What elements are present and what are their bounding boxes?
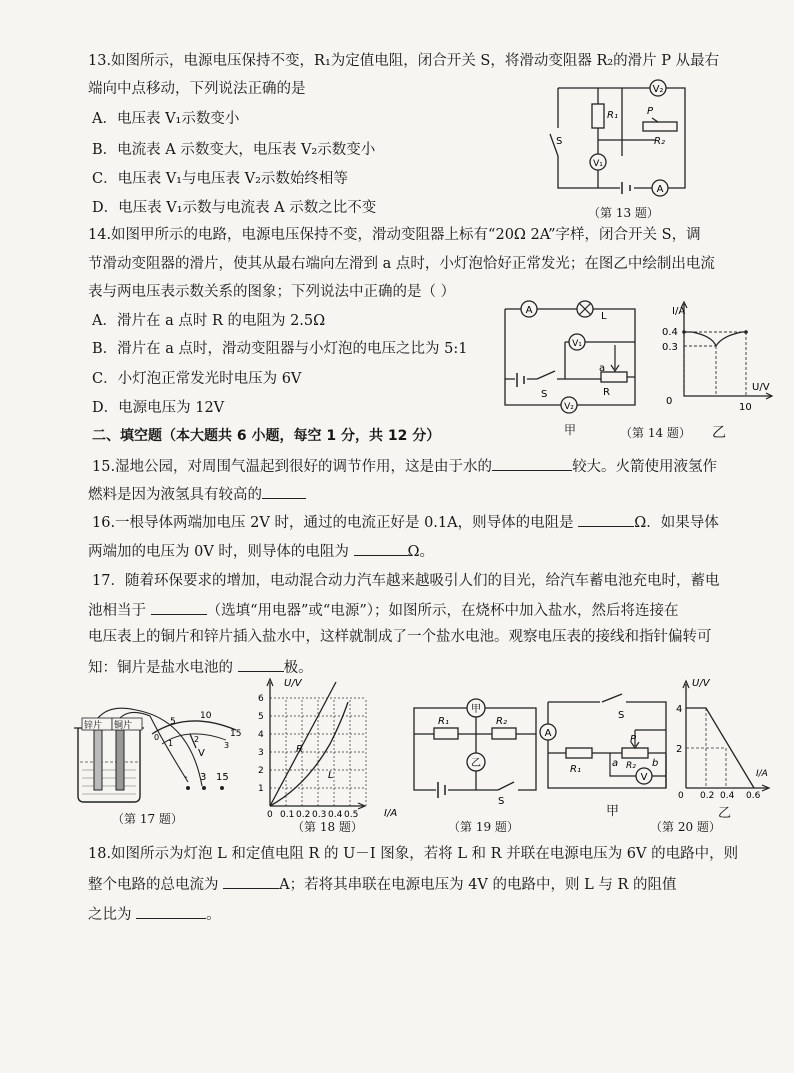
q13-label-v2: V₂ <box>652 84 664 95</box>
q18-ytick: 1 <box>258 784 264 794</box>
q17-label-v: V <box>198 748 205 759</box>
q14-graph-y2: 0.3 <box>662 342 678 353</box>
q17-line4: 知：铜片是盐水电池的 极。 <box>88 657 313 677</box>
q17-blank-2[interactable] <box>238 657 284 672</box>
q13-option-d: D．电压表 V₁示数与电流表 A 示数之比不变 <box>92 200 377 216</box>
q18-xtick: 0 <box>267 810 273 820</box>
q14-graph <box>652 300 782 420</box>
q18-ytick: 3 <box>258 748 264 758</box>
q14-line3: 表与两电压表示数关系的图象；下列说法中正确的是（ ） <box>88 284 456 300</box>
q14-graph-x10: 10 <box>739 402 752 413</box>
q20-label-r2: R₂ <box>626 761 636 771</box>
q14-jia: 甲 <box>564 423 577 437</box>
q20-graph-x04: 0.4 <box>720 791 735 801</box>
q17-scale-10: 10 <box>200 711 212 721</box>
q14-option-a: A．滑片在 a 点时 R 的电阻为 2.5Ω <box>92 313 326 329</box>
q14-caption: （第 14 题） <box>620 426 691 440</box>
q17-figure <box>70 700 250 808</box>
q20-circuit <box>540 690 675 802</box>
q15-blank-2[interactable] <box>262 484 306 499</box>
q19-label-s: S <box>498 796 505 807</box>
q16-blank-2[interactable] <box>354 541 408 556</box>
q18-curve-r: R <box>296 744 303 755</box>
q20-label-r1: R₁ <box>570 764 581 775</box>
q14-graph-y1: 0.4 <box>662 327 678 338</box>
q14-line2: 节滑动变阻器的滑片，使其从最右端向左滑到 a 点时，小灯泡恰好正常发光；在图乙中绘制出电流 <box>88 256 715 272</box>
q14-label-s: S <box>541 389 548 400</box>
q17-blank-1[interactable] <box>151 600 207 615</box>
q20-label-pa: a <box>612 758 619 769</box>
q18-xtick: 0.3 <box>312 810 327 820</box>
q17-label-zinc: 锌片 <box>84 721 103 731</box>
q15-line2: 燃料是因为液氢具有较高的 <box>88 484 306 504</box>
q20-graph-y2: 2 <box>676 744 683 755</box>
q14-label-l: L <box>601 311 607 322</box>
q14-label-pa: a <box>599 363 606 374</box>
section-fill-in-title: 二、填空题（本大题共 6 小题，每空 1 分，共 12 分） <box>92 428 441 444</box>
q16-line2: 两端加的电压为 0V 时，则导体的电阻为 Ω。 <box>88 541 434 561</box>
q20-graph-x06: 0.6 <box>746 791 761 801</box>
q17-scale-5: 5 <box>170 717 176 727</box>
q14-yi: 乙 <box>712 425 726 441</box>
q14-graph-origin: 0 <box>666 396 673 407</box>
q17-line1: 17．随着环保要求的增加，电动混合动力汽车越来越吸引人们的目光，给汽车蓄电池充电时，蓄电 <box>92 573 720 589</box>
q13-option-c: C．电压表 V₁与电压表 V₂示数始终相等 <box>92 171 348 187</box>
q18-line3: 之比为 。 <box>88 904 221 924</box>
q14-label-v2: V₂ <box>564 402 574 412</box>
q17-line2: 池相当于 （选填“用电器”或“电源”）；如图所示，在烧杯中加入盐水，然后将连接在 <box>88 600 679 620</box>
q17-scale-0: 0 <box>154 733 160 742</box>
q17-scale-15: 15 <box>230 729 242 739</box>
q17-label-15: 15 <box>216 772 229 783</box>
q13-caption: （第 13 题） <box>588 206 659 220</box>
q20-graph-ylabel: U/V <box>692 678 710 689</box>
q18-line2: 整个电路的总电流为 A；若将其串联在电源电压为 4V 的电路中，则 L 与 R 的阻值 <box>88 874 676 894</box>
q13-circuit <box>540 78 700 203</box>
q20-graph-origin: 0 <box>678 791 684 801</box>
q19-label-r2: R₂ <box>496 716 507 727</box>
q17-label-minus: - <box>184 772 188 783</box>
q14-label-v1: V₁ <box>572 339 582 349</box>
q14-option-c: C．小灯泡正常发光时电压为 6V <box>92 371 302 387</box>
q13-line2: 端向中点移动，下列说法正确的是 <box>88 81 306 97</box>
q19-label-jia: 甲 <box>471 704 481 715</box>
q18-ylabel: U/V <box>284 678 302 689</box>
q16-blank-1[interactable] <box>578 512 634 527</box>
q19-label-yi: 乙 <box>471 758 481 769</box>
q14-graph-ylabel: I/A <box>672 306 686 317</box>
q15-line1: 15.湿地公园，对周围气温起到很好的调节作用，这是由于水的 较大。火箭使用液氢作 <box>92 456 717 476</box>
q14-graph-xlabel: U/V <box>752 382 770 393</box>
q18-ytick: 2 <box>258 766 264 776</box>
q16-line1: 16.一根导体两端加电压 2V 时，通过的电流正好是 0.1A，则导体的电阻是 Ω．如果导体 <box>92 512 719 532</box>
q13-label-r2: R₂ <box>654 136 665 147</box>
q18-xtick: 0.4 <box>328 810 343 820</box>
q13-label-r1: R₁ <box>607 110 618 121</box>
q20-graph-x02: 0.2 <box>700 791 715 801</box>
q20-yi: 乙 <box>718 806 732 821</box>
q19-caption: （第 19 题） <box>448 820 519 834</box>
q17-scale-2: 2 <box>194 735 200 744</box>
q18-xtick: 0.5 <box>344 810 359 820</box>
q20-label-a: A <box>544 728 552 739</box>
q18-line1: 18.如图所示为灯泡 L 和定值电阻 R 的 U－I 图象，若将 L 和 R 并联在电源电压为 6V 的电路中，则 <box>88 846 739 862</box>
q14-label-a: A <box>525 305 533 316</box>
q14-option-b: B．滑片在 a 点时，滑动变阻器与小灯泡的电压之比为 5:1 <box>92 341 468 357</box>
q17-caption: （第 17 题） <box>112 812 183 826</box>
q20-graph <box>676 676 776 806</box>
q13-label-a: A <box>656 184 664 195</box>
q20-label-p: P <box>630 734 637 745</box>
q18-xlabel: I/A <box>384 808 398 819</box>
q17-label-copper: 铜片 <box>114 721 133 731</box>
q18-curve-l: L <box>328 770 334 781</box>
q19-label-r1: R₁ <box>438 716 449 727</box>
q13-label-v1: V₁ <box>593 159 603 169</box>
q18-caption: （第 18 题） <box>292 820 363 834</box>
q20-label-v: V <box>640 772 648 783</box>
q18-ytick: 4 <box>258 730 264 740</box>
q13-label-s: S <box>556 136 563 147</box>
q18-ytick: 5 <box>258 712 264 722</box>
q14-option-d: D．电源电压为 12V <box>92 400 225 416</box>
q17-scale-1: 1 <box>168 739 174 748</box>
q19-circuit <box>408 696 543 808</box>
q20-graph-y4: 4 <box>676 704 683 715</box>
q20-jia: 甲 <box>606 804 620 819</box>
q20-caption: （第 20 题） <box>650 820 721 834</box>
q13-line1: 13.如图所示，电源电压保持不变，R₁为定值电阻，闭合开关 S，将滑动变阻器 R₂的滑片 P 从最右 <box>88 53 720 69</box>
q14-label-r: R <box>603 387 610 398</box>
q13-option-b: B．电流表 A 示数变大，电压表 V₂示数变小 <box>92 142 376 158</box>
q15-blank-1[interactable] <box>492 456 572 471</box>
q17-line3: 电压表上的铜片和锌片插入盐水中，这样就制成了一个盐水电池。观察电压表的接线和指针偏转可 <box>88 629 712 645</box>
q18-ytick: 6 <box>258 694 264 704</box>
q20-label-s: S <box>618 710 625 721</box>
q13-option-a: A．电压表 V₁示数变小 <box>92 111 240 127</box>
q18-graph <box>256 676 398 820</box>
q17-scale-3: 3 <box>224 741 230 750</box>
q14-circuit <box>497 297 647 417</box>
q17-label-3: 3 <box>200 772 207 783</box>
q18-blank-2[interactable] <box>136 904 206 919</box>
q18-xtick: 0.2 <box>296 810 311 820</box>
q20-graph-xlabel: I/A <box>756 769 768 779</box>
q18-blank-1[interactable] <box>223 874 279 889</box>
q18-xtick: 0.1 <box>280 810 295 820</box>
q20-label-pb: b <box>652 758 659 769</box>
q14-line1: 14.如图甲所示的电路，电源电压保持不变，滑动变阻器上标有“20Ω 2A”字样，闭合开关 S，调 <box>88 227 701 243</box>
q13-label-p: P <box>647 106 654 117</box>
